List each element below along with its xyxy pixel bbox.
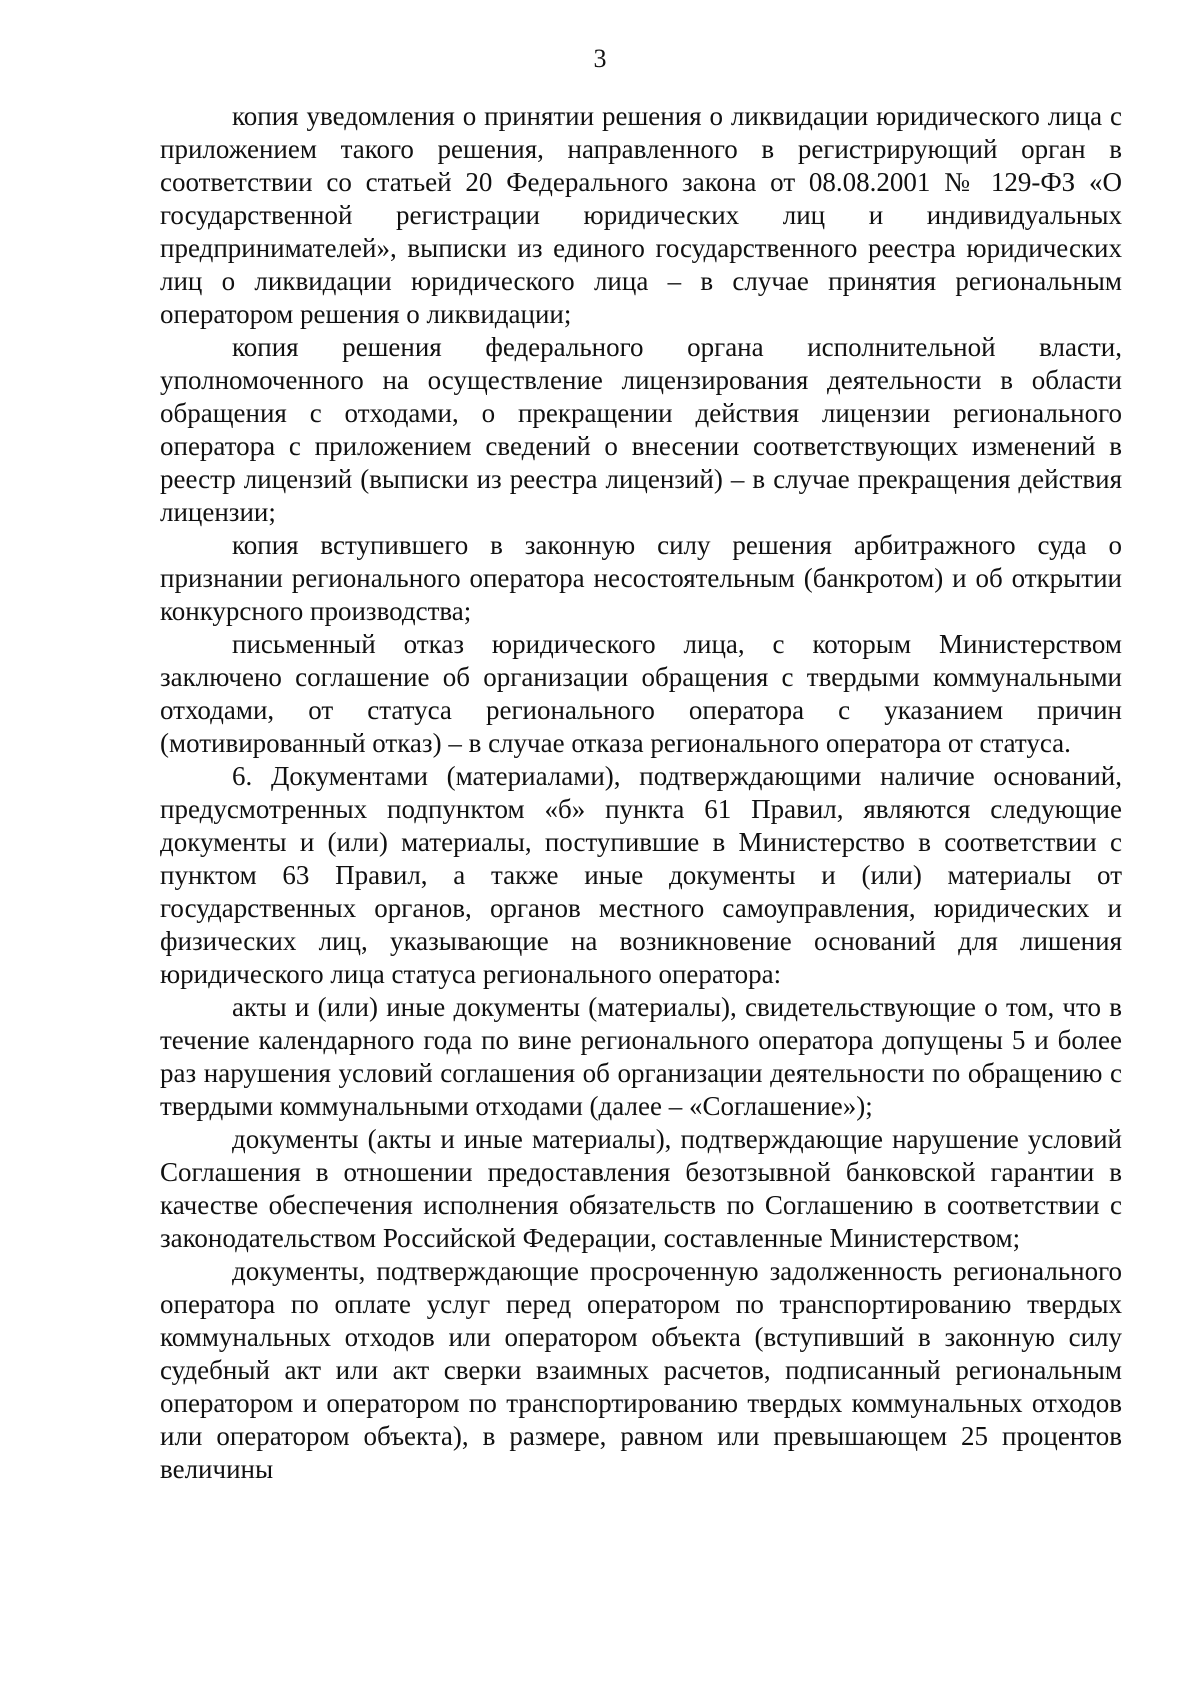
paragraph-overdue-debt: документы, подтверждающие просроченную задолженность регионального оператора по оплате услуг перед оператором по транспортированию твердых коммунальных отходов или оператором объекта (вступивший в законную силу судебный акт или акт сверки взаимных расчетов, подписанный региональным оператором и оператором по транспортированию твердых коммунальных отходов или оператором объекта), в размере, равном или превышающем 25 процентов величины	[160, 1256, 1122, 1484]
paragraph-bankruptcy-decision: копия вступившего в законную силу решения арбитражного суда о признании регионального оператора несостоятельным (банкротом) и об открытии конкурсного производства;	[160, 530, 1122, 626]
document-body	[160, 100, 1122, 1486]
page-number: 3	[593, 44, 607, 73]
paragraph-item-6: 6. Документами (материалами), подтверждающими наличие оснований, предусмотренных подпунктом «б» пункта 61 Правил, являются следующие документы и (или) материалы, поступившие в Министерство в соответствии с пунктом 63 Правил, а также иные документы и (или) материалы от государственных органов, органов местного самоуправления, юридических и физических лиц, указывающие на возникновение оснований для лишения юридического лица статуса регионального оператора:	[160, 761, 1122, 989]
paragraph-license-termination: копия решения федерального органа исполнительной власти, уполномоченного на осуществление лицензирования деятельности в области обращения с отходами, о прекращении действия лицензии регионального оператора с приложением сведений о внесении соответствующих изменений в реестр лицензий (выписки из реестра лицензий) – в случае прекращения действия лицензии;	[160, 332, 1122, 527]
paragraph-violation-acts: акты и (или) иные документы (материалы), свидетельствующие о том, что в течение календарного года по вине регионального оператора допущены 5 и более раз нарушения условий соглашения об организации деятельности по обращению с твердыми коммунальными отходами (далее – «Соглашение»);	[160, 992, 1122, 1121]
paragraph-bank-guarantee: документы (акты и иные материалы), подтверждающие нарушение условий Соглашения в отношении предоставления безотзывной банковской гарантии в качестве обеспечения исполнения обязательств по Соглашению в соответствии с законодательством Российской Федерации, составленные Министерством;	[160, 1124, 1122, 1253]
paragraph-written-refusal: письменный отказ юридического лица, с которым Министерством заключено соглашение об организации обращения с твердыми коммунальными отходами, от статуса регионального оператора с указанием причин (мотивированный отказ) – в случае отказа регионального оператора от статуса.	[160, 629, 1122, 758]
paragraph-liquidation-notice: копия уведомления о принятии решения о ликвидации юридического лица с приложением такого решения, направленного в регистрирующий орган в соответствии со статьей 20 Федерального закона от 08.08.2001 № 129-ФЗ «О государственной регистрации юридических лиц и индивидуальных предпринимателей», выписки из единого государственного реестра юридических лиц о ликвидации юридического лица – в случае принятия региональным оператором решения о ликвидации;	[160, 101, 1122, 329]
